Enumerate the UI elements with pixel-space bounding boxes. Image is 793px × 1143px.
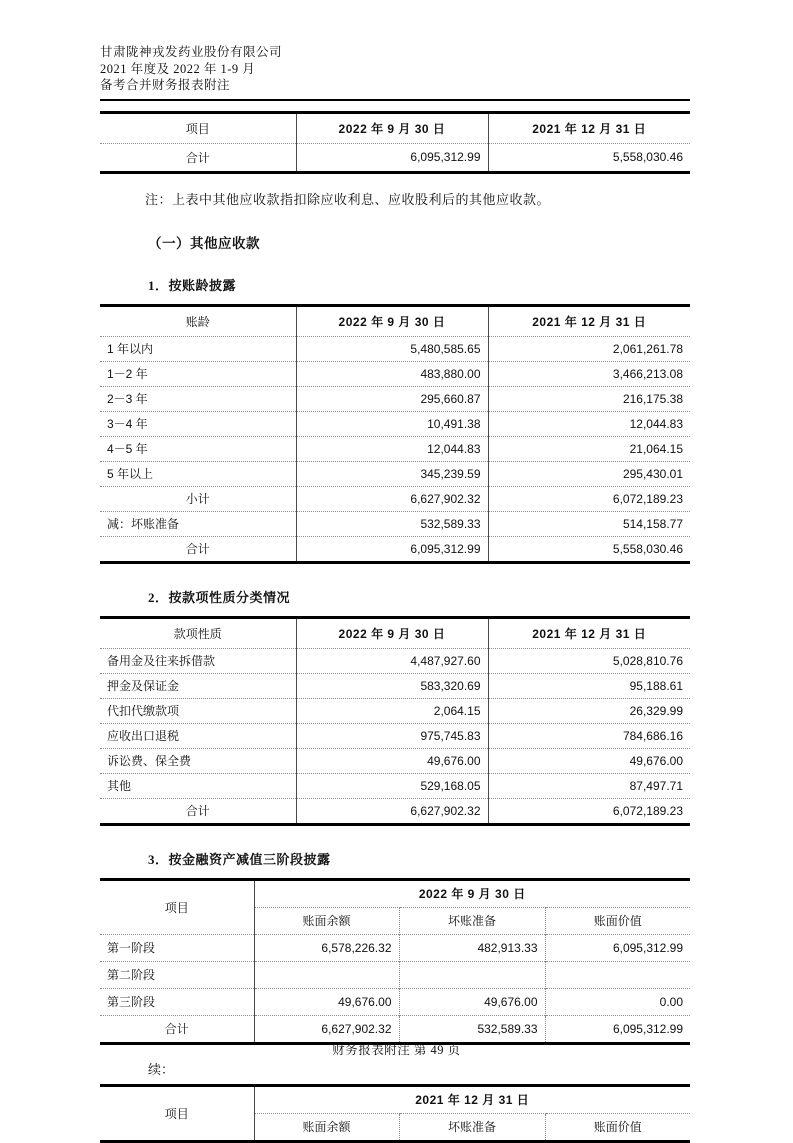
table-row [100, 748, 690, 773]
table-row [100, 773, 690, 798]
stages-table [100, 878, 690, 1045]
row-value: 5,028,810.76 [488, 648, 690, 673]
row-label: 5 年以上 [100, 461, 296, 486]
report-period: 2021 年度及 2022 年 1-9 月 [100, 61, 256, 76]
row-value: 5,480,585.65 [296, 336, 488, 361]
stages-continuation-table [100, 1084, 690, 1143]
table-row [100, 361, 690, 386]
stages-period-header: 2022 年 9 月 30 日 [254, 879, 690, 907]
table-row [100, 511, 690, 536]
table-row-total [100, 798, 690, 824]
nature-col-date-2: 2021 年 12 月 31 日 [488, 617, 690, 648]
table-row [100, 648, 690, 673]
row-value: 87,497.71 [488, 773, 690, 798]
nature-col-date-1: 2022 年 9 月 30 日 [296, 617, 488, 648]
row-label: 第一阶段 [100, 934, 254, 961]
table-row-total [100, 1015, 690, 1043]
row-label: 诉讼费、保全费 [100, 748, 296, 773]
row-value: 0.00 [545, 988, 690, 1015]
row-label: 备用金及往来拆借款 [100, 648, 296, 673]
aging-col-label: 账龄 [185, 314, 210, 329]
row-value: 6,095,312.99 [545, 934, 690, 961]
summary-table-header-row [100, 112, 690, 143]
nature-table-header-row [100, 617, 690, 648]
stages-cont-period-header: 2021 年 12 月 31 日 [254, 1085, 690, 1113]
row-value: 5,558,030.46 [488, 143, 690, 172]
row-value: 6,072,189.23 [488, 798, 690, 824]
row-value: 49,676.00 [254, 988, 399, 1015]
subsection-2-heading: 2．按款项性质分类情况 [148, 589, 291, 605]
table-row-total [100, 536, 690, 562]
row-label: 合计 [100, 536, 296, 562]
row-label: 其他 [100, 773, 296, 798]
row-label: 合计 [100, 143, 296, 172]
row-value: 49,676.00 [399, 988, 545, 1015]
row-value: 532,589.33 [399, 1015, 545, 1043]
page-footer: 财务报表附注 第 49 页 [332, 1043, 461, 1057]
table-row [100, 723, 690, 748]
subsection-3-heading: 3．按金融资产减值三阶段披露 [148, 851, 331, 867]
row-value: 532,589.33 [296, 511, 488, 536]
row-value: 6,095,312.99 [296, 536, 488, 562]
table-row [100, 698, 690, 723]
table-row [100, 411, 690, 436]
table-row [100, 961, 690, 988]
stages-cont-header-row [100, 1085, 690, 1113]
stages-subcol-provision: 坏账准备 [399, 907, 545, 934]
summary-col-date-1: 2022 年 9 月 30 日 [296, 112, 488, 143]
row-value: 10,491.38 [296, 411, 488, 436]
row-value: 583,320.69 [296, 673, 488, 698]
row-value: 6,627,902.32 [296, 798, 488, 824]
row-value: 2,061,261.78 [488, 336, 690, 361]
aging-col-date-1: 2022 年 9 月 30 日 [296, 305, 488, 336]
row-value: 6,072,189.23 [488, 486, 690, 511]
summary-col-item: 项目 [185, 121, 210, 136]
row-value: 12,044.83 [296, 436, 488, 461]
row-label: 合计 [100, 1015, 254, 1043]
row-value: 345,239.59 [296, 461, 488, 486]
row-value: 95,188.61 [488, 673, 690, 698]
header-divider [100, 99, 690, 101]
table-row-subtotal [100, 486, 690, 511]
row-value: 49,676.00 [296, 748, 488, 773]
stages-table-header-row [100, 879, 690, 907]
note-text: 注：上表中其他应收款指扣除应收利息、应收股利后的其他应收款。 [145, 191, 551, 207]
summary-table [100, 111, 690, 174]
row-label: 第二阶段 [100, 961, 254, 988]
page-content [100, 44, 690, 1143]
stages-cont-subcol-balance: 账面余额 [254, 1113, 399, 1141]
row-value: 483,880.00 [296, 361, 488, 386]
row-label: 应收出口退税 [100, 723, 296, 748]
row-value: 3,466,213.08 [488, 361, 690, 386]
table-row [100, 436, 690, 461]
company-name: 甘肃陇神戎发药业股份有限公司 [100, 45, 283, 59]
row-value: 975,745.83 [296, 723, 488, 748]
row-value [399, 961, 545, 988]
row-value: 26,329.99 [488, 698, 690, 723]
continuation-label: 续： [148, 1061, 175, 1077]
stages-subcol-balance: 账面余额 [254, 907, 399, 934]
row-label: 4－5 年 [100, 436, 296, 461]
row-label: 小计 [100, 486, 296, 511]
table-row [100, 386, 690, 411]
nature-table [100, 616, 690, 826]
table-row [100, 988, 690, 1015]
row-value: 295,660.87 [296, 386, 488, 411]
row-value: 12,044.83 [488, 411, 690, 436]
row-value: 5,558,030.46 [488, 536, 690, 562]
row-value: 21,064.15 [488, 436, 690, 461]
row-label: 1 年以内 [100, 336, 296, 361]
stages-subcol-carrying: 账面价值 [545, 907, 690, 934]
row-value: 216,175.38 [488, 386, 690, 411]
row-label: 押金及保证金 [100, 673, 296, 698]
stages-cont-col-item: 项目 [164, 1106, 189, 1121]
row-label: 2－3 年 [100, 386, 296, 411]
row-label: 减：坏账准备 [100, 511, 296, 536]
table-row [100, 461, 690, 486]
row-label: 1－2 年 [100, 361, 296, 386]
nature-col-label: 款项性质 [173, 626, 222, 641]
row-value: 6,627,902.32 [296, 486, 488, 511]
section-heading: （一）其他应收款 [148, 235, 260, 251]
table-row [100, 143, 690, 172]
table-row [100, 336, 690, 361]
aging-table-header-row [100, 305, 690, 336]
stages-cont-subcol-carrying: 账面价值 [545, 1113, 690, 1141]
aging-col-date-2: 2021 年 12 月 31 日 [488, 305, 690, 336]
row-label: 代扣代缴款项 [100, 698, 296, 723]
table-row [100, 673, 690, 698]
row-value: 6,095,312.99 [545, 1015, 690, 1043]
row-value: 295,430.01 [488, 461, 690, 486]
row-value: 4,487,927.60 [296, 648, 488, 673]
aging-table [100, 304, 690, 564]
document-header [100, 44, 690, 94]
row-value: 6,095,312.99 [296, 143, 488, 172]
row-label: 3－4 年 [100, 411, 296, 436]
row-label: 合计 [100, 798, 296, 824]
row-value [254, 961, 399, 988]
row-value: 514,158.77 [488, 511, 690, 536]
row-value: 482,913.33 [399, 934, 545, 961]
row-label: 第三阶段 [100, 988, 254, 1015]
row-value: 2,064.15 [296, 698, 488, 723]
row-value: 784,686.16 [488, 723, 690, 748]
row-value: 529,168.05 [296, 773, 488, 798]
subsection-1-heading: 1．按账龄披露 [148, 277, 237, 293]
row-value: 6,578,226.32 [254, 934, 399, 961]
summary-col-date-2: 2021 年 12 月 31 日 [488, 112, 690, 143]
row-value: 6,627,902.32 [254, 1015, 399, 1043]
row-value [545, 961, 690, 988]
row-value: 49,676.00 [488, 748, 690, 773]
stages-cont-subcol-provision: 坏账准备 [399, 1113, 545, 1141]
report-title: 备考合并财务报表附注 [100, 78, 231, 92]
table-row [100, 934, 690, 961]
stages-col-item: 项目 [164, 900, 189, 915]
